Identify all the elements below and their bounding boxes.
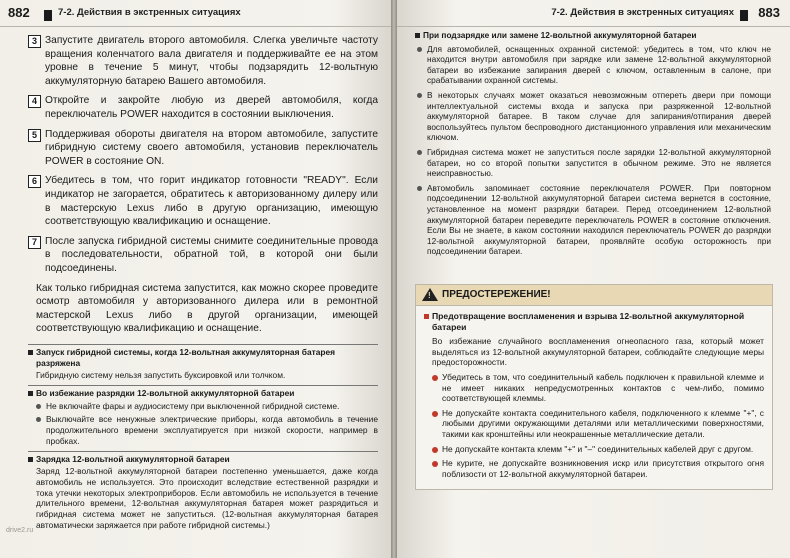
warning-triangle-icon: !	[422, 288, 438, 301]
note-bullet: В некоторых случаях может оказаться невозможным отпереть двери при помощи интеллектуальной системы входа и запуска при разряженной 12-вольтной аккумуляторной батарее. В таком случае для запирания/отпирания дверей воспользуйтесь пультом беспроводного дистанционного управления или механическим ключом.	[415, 90, 771, 143]
warning-bullet: Не допускайте контакта соединительного кабеля, подключенного к клемме "+", с любыми другими окружающими деталями или металлическими поверхностями, такими как кронштейны или неокрашенные металлические детали.	[424, 408, 764, 440]
step-number: 5	[28, 129, 41, 142]
warning-bullet: Не допускайте контакта клемм "+" и "–" соединительных кабелей друг с другом.	[424, 444, 764, 455]
warning-header	[416, 285, 772, 306]
warning-box	[415, 284, 773, 490]
header-marker	[740, 10, 748, 21]
step-number: 6	[28, 175, 41, 188]
note-bullet: Не включайте фары и аудиосистему при выключенной гибридной системе.	[28, 401, 378, 412]
step-text: Поддерживая обороты двигателя на втором автомобиле, запустите гибридную систему своего автомобиля, установив переключатель POWER в состояние ON.	[45, 128, 378, 167]
note-text: Гибридную систему нельзя запустить буксировкой или толчком.	[36, 370, 286, 381]
step-text: Откройте и закройте любую из дверей автомобиля, когда переключатель POWER находится в состоянии выключения.	[45, 95, 378, 120]
left-content	[28, 34, 378, 533]
step-item	[28, 128, 378, 169]
section-title: 7-2. Действия в экстренных ситуациях	[551, 7, 734, 18]
right-page	[397, 0, 790, 558]
warning-label: ПРЕДОСТЕРЕЖЕНИЕ!	[442, 289, 551, 300]
note-bullet: Гибридная система может не запуститься после зарядки 12-вольтной аккумуляторной батареи, но со второй попытки запустится в обычном режиме. Это не является неисправностью.	[415, 147, 771, 179]
step-text: Запустите двигатель второго автомобиля. Слегка увеличьте частоту вращения коленчатого вала двигателя и поддерживайте ее на этом уровне в течение 5 минут, чтобы подзарядить 12-вольтную аккумуляторную батарею Вашего автомобиля.	[45, 35, 378, 87]
step-item	[28, 34, 378, 88]
left-page	[0, 0, 391, 558]
warning-title: Предотвращение воспламенения и взрыва 12-вольтной аккумуляторной батареи	[424, 311, 764, 332]
notes-section	[28, 344, 378, 531]
note-text: Заряд 12-вольтной аккумуляторной батареи постепенно уменьшается, даже когда автомобиль не используется. Это происходит вследствие естественной разрядки и тока утечки некоторых электроприборов. Если автомобиль не используется в течение длительного времени, 12-вольтная аккумуляторная батарея может разрядиться и гибридная система может не запуститься. (12-вольтная аккумуляторная батарея автоматически заряжается при работе гибридной системы.)	[36, 466, 378, 530]
step-number: 7	[28, 236, 41, 249]
step-item	[28, 174, 378, 228]
step-item	[28, 235, 378, 276]
page-number: 883	[758, 5, 780, 20]
body-paragraph: Как только гибридная система запустится, как можно скорее проведите осмотр автомобиля у авторизованного дилера или в ремонтной мастерской Lexus либо в другой организации, имеющей соответствующую квалификацию и оснащение.	[36, 282, 378, 335]
page-header	[397, 4, 790, 27]
watermark: drive2.ru	[6, 527, 34, 534]
step-text: Убедитесь в том, что горит индикатор готовности "READY". Если индикатор не загорается, обратитесь к авторизованному дилеру или в мастерскую Lexus либо в другую организацию, имеющую соответствующую квалификацию и оснащение.	[45, 175, 378, 228]
note-heading: При подзарядке или замене 12-вольтной аккумуляторной батареи	[415, 30, 771, 41]
note-bullet: Для автомобилей, оснащенных охранной системой: убедитесь в том, что ключ не находится внутри автомобиля при зарядке или замене 12-вольтной аккумуляторной батареи во избежание запирания дверей с ключом, оставленным в салоне, при срабатывании охранной системы.	[415, 44, 771, 86]
warning-bullet: Не курите, не допускайте возникновения искр или присутствия открытого огня поблизости от 12-вольтной аккумуляторной батареи.	[424, 458, 764, 479]
page-number: 882	[8, 5, 30, 20]
header-marker	[44, 10, 52, 21]
right-content	[415, 30, 771, 261]
note-bullet: Автомобиль запоминает состояние переключателя POWER. При повторном подсоединении 12-вольтной аккумуляторной батареи система вернется в состояние, установленное на момент разрядки батареи. Перед отсоединением 12-вольтной аккумуляторной батареи переведите переключатель POWER в состояние отключения. Если Вы не знаете, в каком состоянии находился переключатель POWER до разрядки 12-вольтной аккумуляторной батареи, проявляйте особую осторожность при подсоединении батареи.	[415, 183, 771, 257]
note-heading: Зарядка 12-вольтной аккумуляторной батареи	[28, 451, 378, 465]
step-number: 4	[28, 95, 41, 108]
section-title: 7-2. Действия в экстренных ситуациях	[58, 7, 241, 18]
note-heading: Запуск гибридной системы, когда 12-вольтная аккумуляторная батарея разряжена	[28, 344, 378, 368]
step-item	[28, 94, 378, 121]
page-header	[0, 4, 391, 27]
warning-intro: Во избежание случайного воспламенения огнеопасного газа, который может выделяться из 12-вольтной аккумуляторной батареи, соблюдайте следующие меры предосторожности.	[432, 336, 764, 368]
warning-bullet: Убедитесь в том, что соединительный кабель подключен к правильной клемме и не имеет никаких непредусмотренных контактов с чем-либо, помимо соответствующей клеммы.	[424, 372, 764, 404]
note-heading: Во избежание разрядки 12-вольтной аккумуляторной батареи	[28, 385, 378, 399]
step-number: 3	[28, 35, 41, 48]
warning-body	[416, 306, 772, 489]
step-text: После запуска гибридной системы снимите соединительные провода в последовательности, обратной той, в которой они были подсоединены.	[45, 235, 378, 274]
note-bullet: Выключайте все ненужные электрические приборы, когда автомобиль в течение продолжительного времени эксплуатируется при низкой скорости, например в пробках.	[28, 414, 378, 446]
